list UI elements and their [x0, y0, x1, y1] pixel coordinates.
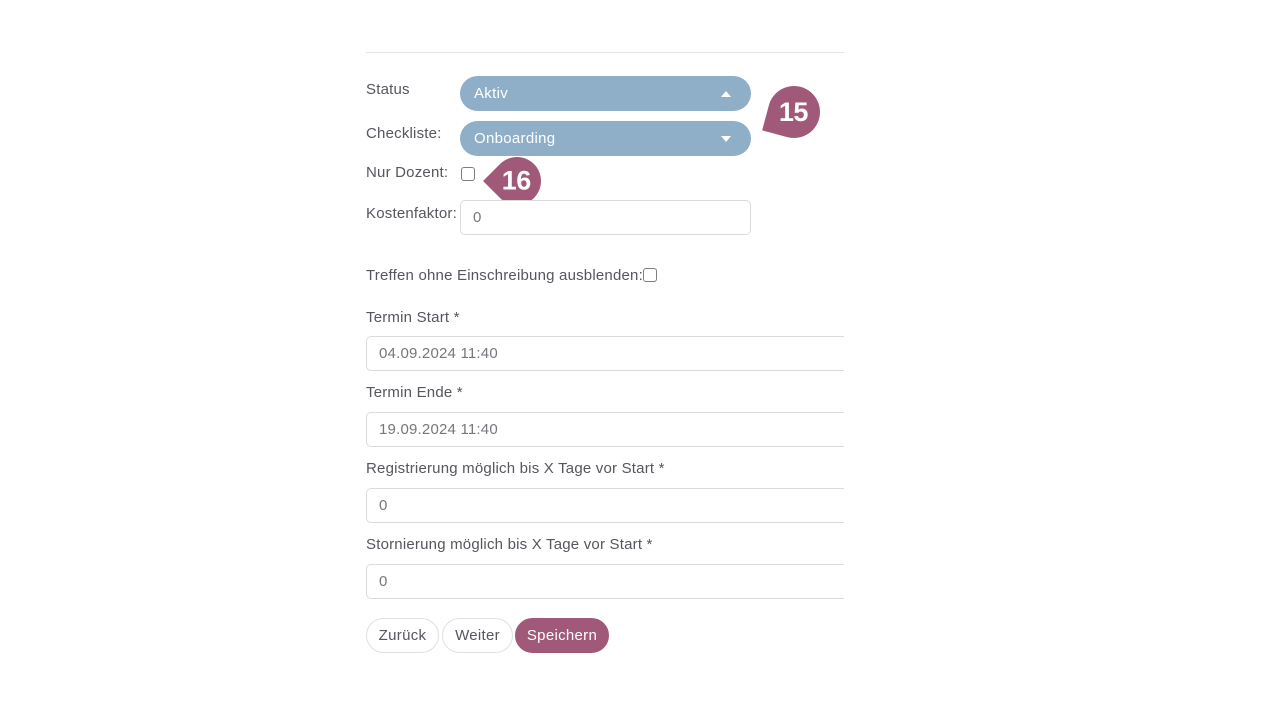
termin-ende-input[interactable] — [366, 412, 844, 447]
nur-dozent-label: Nur Dozent: — [366, 164, 449, 181]
annotation-badge-15 — [762, 80, 826, 144]
checkliste-dropdown[interactable] — [460, 121, 751, 156]
treffen-ohne-einschreibung-checkbox[interactable] — [643, 268, 657, 282]
termin-ende-label: Termin Ende * — [366, 384, 463, 401]
kostenfaktor-label: Kostenfaktor: — [366, 205, 457, 222]
kostenfaktor-input[interactable] — [460, 200, 751, 235]
section-divider — [366, 52, 844, 53]
zurueck-button[interactable]: Zurück — [366, 618, 439, 653]
checkliste-label: Checkliste: — [366, 125, 442, 142]
registrierung-input[interactable] — [366, 488, 844, 523]
termin-start-input[interactable] — [366, 336, 844, 371]
annotation-badge-16-number: 16 — [502, 165, 532, 196]
treffen-ohne-einschreibung-label: Treffen ohne Einschreibung ausblenden: — [366, 267, 643, 284]
checkliste-dropdown-value: Onboarding — [474, 130, 556, 147]
registrierung-label: Registrierung möglich bis X Tage vor Start * — [366, 460, 665, 477]
annotation-badge-15-number: 15 — [779, 96, 809, 127]
stornierung-input[interactable] — [366, 564, 844, 599]
speichern-button[interactable]: Speichern — [515, 618, 609, 653]
stornierung-label: Stornierung möglich bis X Tage vor Start * — [366, 536, 653, 553]
caret-down-icon — [721, 136, 731, 142]
weiter-button[interactable]: Weiter — [442, 618, 513, 653]
termin-start-label: Termin Start * — [366, 309, 460, 326]
nur-dozent-checkbox[interactable] — [461, 167, 475, 181]
status-label: Status — [366, 81, 410, 98]
status-dropdown-value: Aktiv — [474, 85, 509, 102]
status-dropdown[interactable] — [460, 76, 751, 111]
caret-up-icon — [721, 91, 731, 97]
